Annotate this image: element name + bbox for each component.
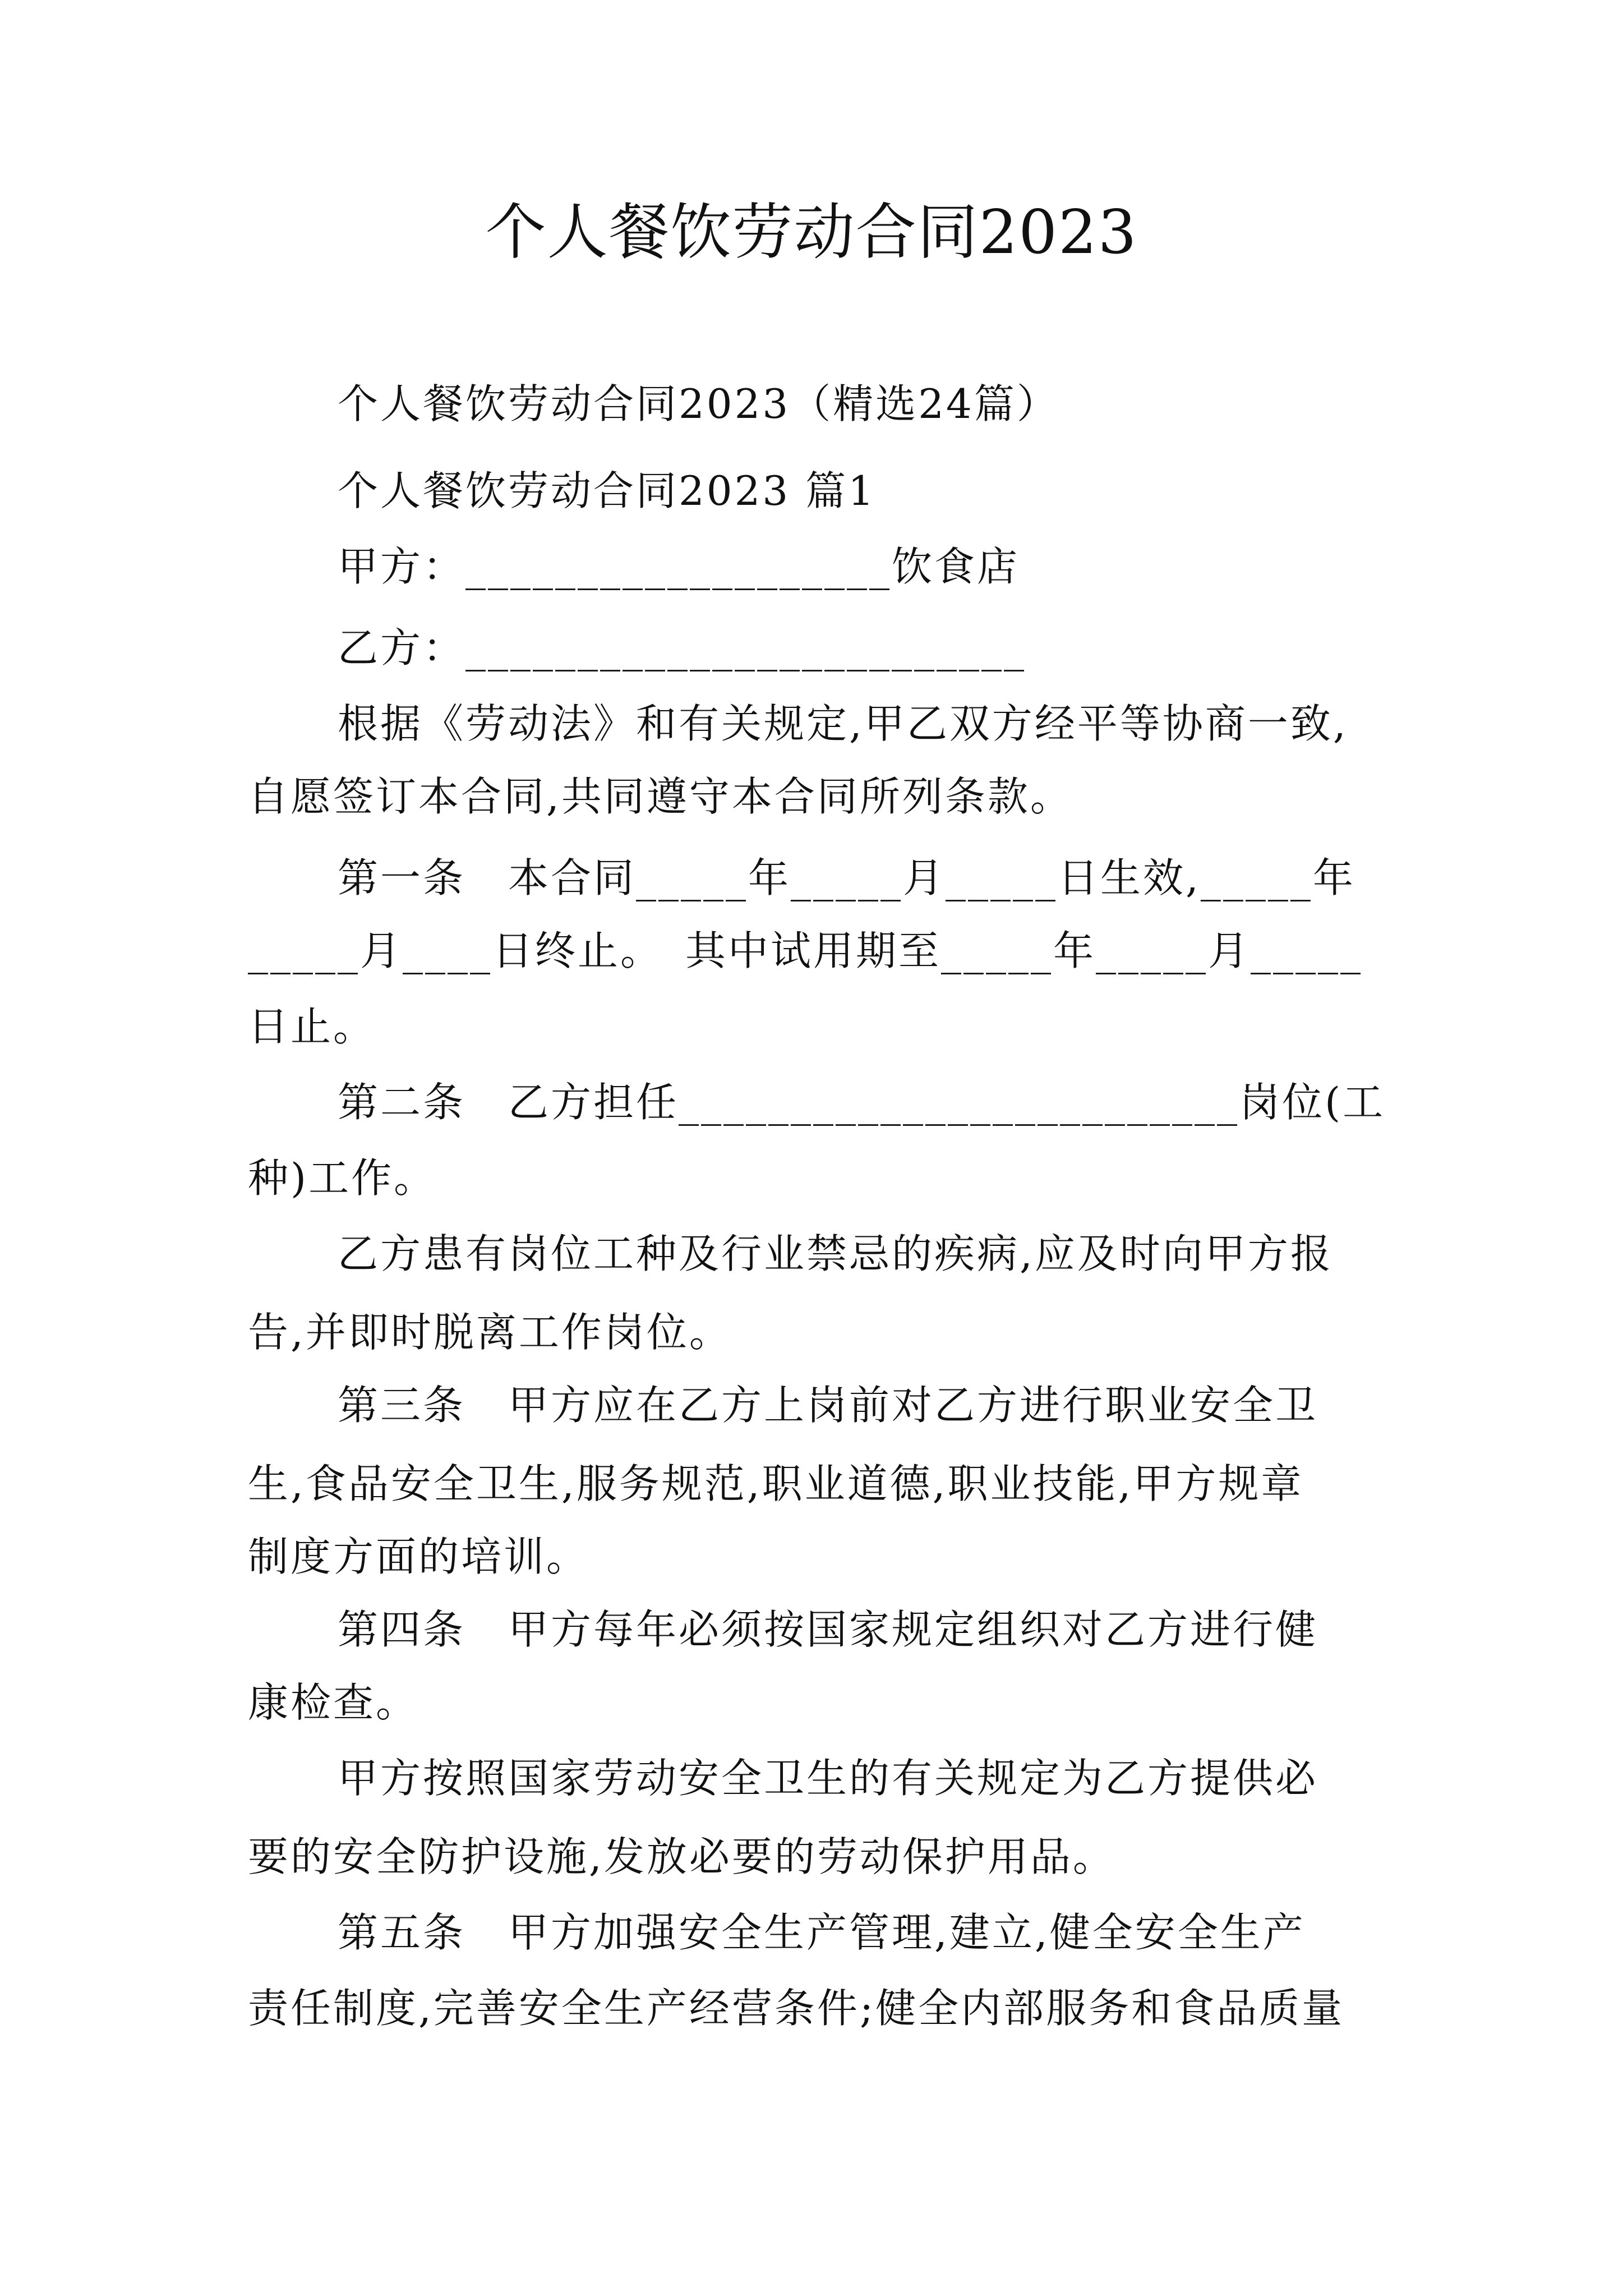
paragraph-line: 根据《劳动法》和有关规定,甲乙双方经平等协商一致, — [338, 700, 1348, 747]
paragraph-line: 自愿签订本合同,共同遵守本合同所列条款。 — [248, 773, 1073, 820]
article-3-line: 制度方面的培训。 — [248, 1533, 589, 1580]
article-1-line: 第一条 本合同_____年_____月_____日生效,_____年 — [338, 854, 1355, 901]
article-3-line: 第三条 甲方应在乙方上岗前对乙方进行职业安全卫 — [338, 1382, 1318, 1429]
paragraph-line: 甲方按照国家劳动安全卫生的有关规定为乙方提供必 — [338, 1755, 1318, 1802]
paragraph-line: 告,并即时脱离工作岗位。 — [248, 1309, 732, 1356]
article-3-line: 生,食品安全卫生,服务规范,职业道德,职业技能,甲方规章 — [248, 1460, 1304, 1507]
paragraph-line: 乙方患有岗位工种及行业禁忌的疾病,应及时向甲方报 — [338, 1230, 1333, 1277]
article-4-line: 第四条 甲方每年必须按国家规定组织对乙方进行健 — [338, 1606, 1318, 1653]
article-1-line: _____月____日终止。 其中试用期至_____年_____月_____ — [248, 927, 1363, 974]
doc-subtitle: 个人餐饮劳动合同2023（精选24篇） — [338, 380, 1059, 427]
document-title: 个人餐饮劳动合同2023 — [485, 197, 1138, 268]
article-2-line: 第二条 乙方担任_________________________岗位(工 — [338, 1079, 1386, 1126]
article-4-line: 康检查。 — [248, 1679, 419, 1726]
article-1-line: 日止。 — [248, 1003, 376, 1050]
article-5-line: 责任制度,完善安全生产经营条件;健全内部服务和食品质量 — [248, 1985, 1345, 2032]
paragraph-line: 要的安全防护设施,发放必要的劳动保护用品。 — [248, 1833, 1115, 1880]
party-b-line: 乙方：_________________________ — [338, 624, 1027, 671]
article-2-line: 种)工作。 — [248, 1154, 437, 1202]
doc-section-heading: 个人餐饮劳动合同2023 篇1 — [338, 467, 876, 514]
article-5-line: 第五条 甲方加强安全生产管理,建立,健全安全生产 — [338, 1909, 1306, 1956]
party-a-line: 甲方：___________________饮食店 — [338, 543, 1020, 590]
